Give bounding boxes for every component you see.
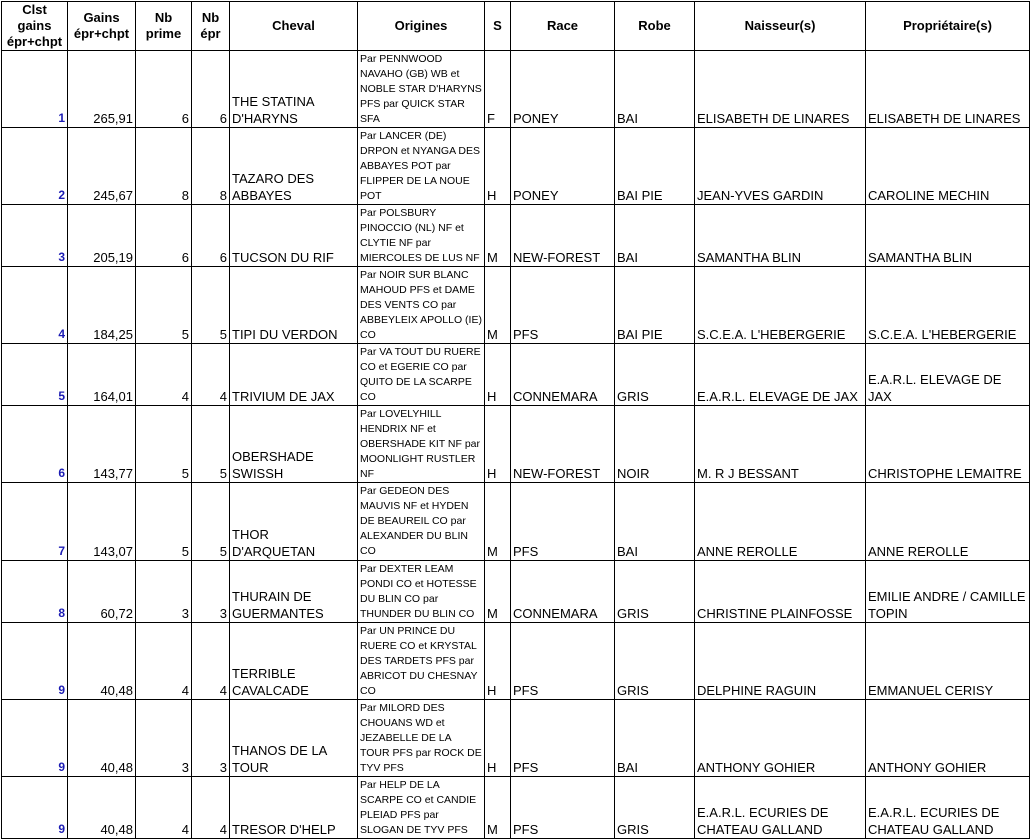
nb-epr-cell: 6 [192,51,230,128]
nb-epr-cell: 5 [192,483,230,561]
sexe-cell: H [485,406,511,483]
proprietaire-cell: S.C.E.A. L'HEBERGERIE [866,267,1030,344]
sexe-cell: F [485,51,511,128]
sexe-cell: M [485,483,511,561]
table-row [2,777,1030,839]
naisseur-cell: ANNE REROLLE [695,483,866,561]
race-cell: CONNEMARA [511,561,615,623]
header-robe: Robe [615,2,695,51]
gains-cell: 184,25 [68,267,136,344]
origines-cell: Par LANCER (DE) DRPON et NYANGA DES ABBAYES POT par FLIPPER DE LA NOUE POT [358,128,485,205]
sexe-cell: M [485,267,511,344]
nb-epr-cell: 3 [192,700,230,777]
robe-cell: GRIS [615,561,695,623]
race-cell: PONEY [511,51,615,128]
proprietaire-cell: ANNE REROLLE [866,483,1030,561]
naisseur-cell: E.A.R.L. ELEVAGE DE JAX [695,344,866,406]
sexe-cell: H [485,623,511,700]
gains-cell: 143,77 [68,406,136,483]
naisseur-cell: M. R J BESSANT [695,406,866,483]
cheval-cell: TRESOR D'HELP [230,777,358,839]
rank-cell: 5 [2,344,68,406]
gains-cell: 265,91 [68,51,136,128]
origines-cell: Par MILORD DES CHOUANS WD et JEZABELLE DE LA TOUR PFS par ROCK DE TYV PFS [358,700,485,777]
proprietaire-cell: ANTHONY GOHIER [866,700,1030,777]
results-table [1,1,1030,839]
race-cell: PONEY [511,128,615,205]
robe-cell: NOIR [615,406,695,483]
origines-cell: Par UN PRINCE DU RUERE CO et KRYSTAL DES TARDETS PFS par ABRICOT DU CHESNAY CO [358,623,485,700]
table-row [2,406,1030,483]
nb-prime-cell: 6 [136,51,192,128]
header-row [2,2,1030,51]
gains-cell: 164,01 [68,344,136,406]
naisseur-cell: ANTHONY GOHIER [695,700,866,777]
rank-cell: 8 [2,561,68,623]
robe-cell: BAI [615,700,695,777]
proprietaire-cell: ELISABETH DE LINARES [866,51,1030,128]
header-nb-epr: Nb épr [192,2,230,51]
race-cell: PFS [511,700,615,777]
table-row [2,623,1030,700]
nb-prime-cell: 5 [136,406,192,483]
table-row [2,267,1030,344]
robe-cell: BAI PIE [615,128,695,205]
origines-cell: Par HELP DE LA SCARPE CO et CANDIE PLEIAD PFS par SLOGAN DE TYV PFS [358,777,485,839]
race-cell: PFS [511,483,615,561]
sexe-cell: M [485,561,511,623]
header-proprietaires: Propriétaire(s) [866,2,1030,51]
nb-epr-cell: 4 [192,623,230,700]
origines-cell: Par POLSBURY PINOCCIO (NL) NF et CLYTIE NF par MIERCOLES DE LUS NF [358,205,485,267]
sexe-cell: M [485,777,511,839]
table-row [2,205,1030,267]
cheval-cell: TAZARO DES ABBAYES [230,128,358,205]
race-cell: NEW-FOREST [511,205,615,267]
gains-cell: 40,48 [68,700,136,777]
cheval-cell: TIPI DU VERDON [230,267,358,344]
cheval-cell: TRIVIUM DE JAX [230,344,358,406]
header-origines: Origines [358,2,485,51]
cheval-cell: THANOS DE LA TOUR [230,700,358,777]
origines-cell: Par GEDEON DES MAUVIS NF et HYDEN DE BEAUREIL CO par ALEXANDER DU BLIN CO [358,483,485,561]
proprietaire-cell: CHRISTOPHE LEMAITRE [866,406,1030,483]
proprietaire-cell: EMMANUEL CERISY [866,623,1030,700]
gains-cell: 40,48 [68,623,136,700]
robe-cell: BAI [615,51,695,128]
race-cell: NEW-FOREST [511,406,615,483]
table-row [2,483,1030,561]
table-row [2,561,1030,623]
gains-cell: 143,07 [68,483,136,561]
cheval-cell: THOR D'ARQUETAN [230,483,358,561]
naisseur-cell: E.A.R.L. ECURIES DE CHATEAU GALLAND [695,777,866,839]
origines-cell: Par DEXTER LEAM PONDI CO et HOTESSE DU BLIN CO par THUNDER DU BLIN CO [358,561,485,623]
race-cell: PFS [511,267,615,344]
nb-epr-cell: 6 [192,205,230,267]
race-cell: CONNEMARA [511,344,615,406]
nb-prime-cell: 3 [136,700,192,777]
origines-cell: Par PENNWOOD NAVAHO (GB) WB et NOBLE STAR D'HARYNS PFS par QUICK STAR SFA [358,51,485,128]
rank-cell: 4 [2,267,68,344]
naisseur-cell: ELISABETH DE LINARES [695,51,866,128]
origines-cell: Par VA TOUT DU RUERE CO et EGERIE CO par QUITO DE LA SCARPE CO [358,344,485,406]
header-clst-gains: Clst gains épr+chpt [2,2,68,51]
rank-cell: 3 [2,205,68,267]
cheval-cell: TUCSON DU RIF [230,205,358,267]
header-naisseurs: Naisseur(s) [695,2,866,51]
naisseur-cell: DELPHINE RAGUIN [695,623,866,700]
proprietaire-cell: EMILIE ANDRE / CAMILLE TOPIN [866,561,1030,623]
rank-cell: 2 [2,128,68,205]
table-row [2,51,1030,128]
race-cell: PFS [511,623,615,700]
nb-prime-cell: 4 [136,623,192,700]
origines-cell: Par LOVELYHILL HENDRIX NF et OBERSHADE KIT NF par MOONLIGHT RUSTLER NF [358,406,485,483]
nb-epr-cell: 5 [192,267,230,344]
naisseur-cell: SAMANTHA BLIN [695,205,866,267]
nb-prime-cell: 5 [136,483,192,561]
nb-prime-cell: 5 [136,267,192,344]
cheval-cell: TERRIBLE CAVALCADE [230,623,358,700]
header-gains: Gains épr+chpt [68,2,136,51]
robe-cell: GRIS [615,777,695,839]
cheval-cell: THURAIN DE GUERMANTES [230,561,358,623]
robe-cell: BAI [615,483,695,561]
nb-epr-cell: 4 [192,777,230,839]
rank-cell: 6 [2,406,68,483]
header-race: Race [511,2,615,51]
nb-epr-cell: 8 [192,128,230,205]
header-cheval: Cheval [230,2,358,51]
naisseur-cell: JEAN-YVES GARDIN [695,128,866,205]
table-row [2,344,1030,406]
nb-prime-cell: 4 [136,344,192,406]
gains-cell: 205,19 [68,205,136,267]
nb-prime-cell: 3 [136,561,192,623]
sexe-cell: H [485,700,511,777]
table-row [2,128,1030,205]
gains-cell: 40,48 [68,777,136,839]
header-sexe: S [485,2,511,51]
robe-cell: GRIS [615,344,695,406]
cheval-cell: OBERSHADE SWISSH [230,406,358,483]
rank-cell: 9 [2,777,68,839]
gains-cell: 60,72 [68,561,136,623]
nb-epr-cell: 4 [192,344,230,406]
sexe-cell: H [485,344,511,406]
robe-cell: GRIS [615,623,695,700]
race-cell: PFS [511,777,615,839]
rank-cell: 9 [2,700,68,777]
naisseur-cell: S.C.E.A. L'HEBERGERIE [695,267,866,344]
proprietaire-cell: E.A.R.L. ECURIES DE CHATEAU GALLAND [866,777,1030,839]
proprietaire-cell: E.A.R.L. ELEVAGE DE JAX [866,344,1030,406]
rank-cell: 7 [2,483,68,561]
nb-prime-cell: 4 [136,777,192,839]
rank-cell: 9 [2,623,68,700]
gains-cell: 245,67 [68,128,136,205]
origines-cell: Par NOIR SUR BLANC MAHOUD PFS et DAME DES VENTS CO par ABBEYLEIX APOLLO (IE) CO [358,267,485,344]
cheval-cell: THE STATINA D'HARYNS [230,51,358,128]
naisseur-cell: CHRISTINE PLAINFOSSE [695,561,866,623]
rank-cell: 1 [2,51,68,128]
table-row [2,700,1030,777]
proprietaire-cell: CAROLINE MECHIN [866,128,1030,205]
header-nb-prime: Nb prime [136,2,192,51]
robe-cell: BAI [615,205,695,267]
robe-cell: BAI PIE [615,267,695,344]
nb-epr-cell: 3 [192,561,230,623]
nb-prime-cell: 8 [136,128,192,205]
nb-epr-cell: 5 [192,406,230,483]
sexe-cell: M [485,205,511,267]
proprietaire-cell: SAMANTHA BLIN [866,205,1030,267]
sexe-cell: H [485,128,511,205]
nb-prime-cell: 6 [136,205,192,267]
